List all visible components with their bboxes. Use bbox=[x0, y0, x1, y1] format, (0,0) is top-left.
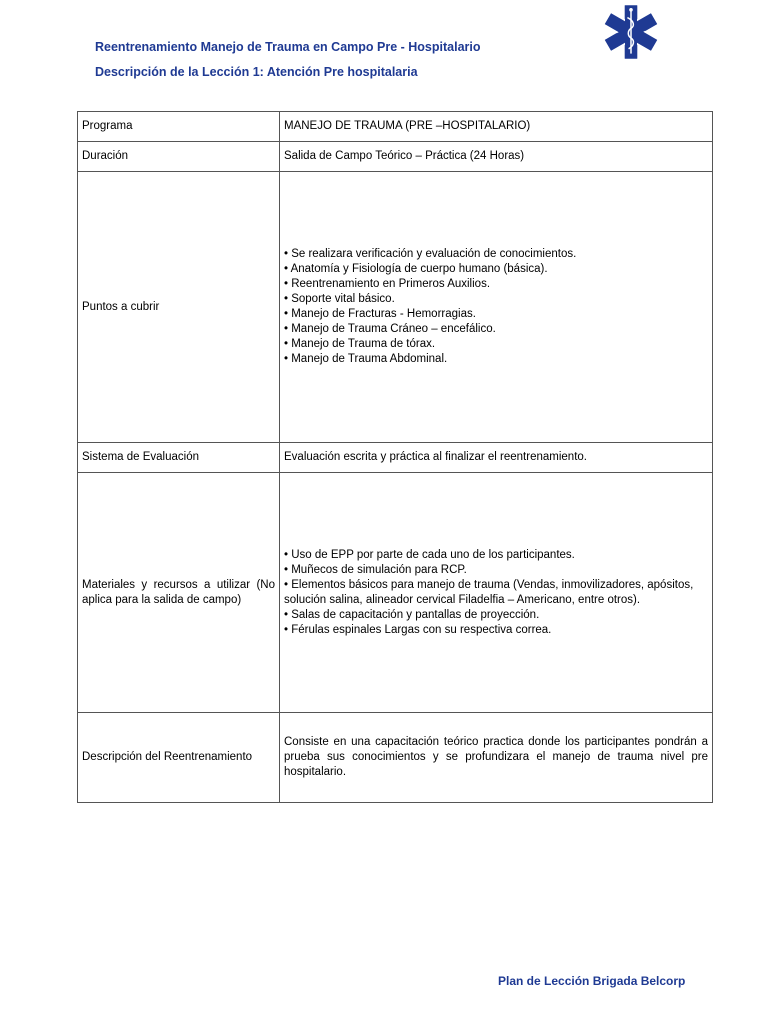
list-item: • Manejo de Fracturas - Hemorragias. bbox=[284, 308, 476, 320]
row-value-descripcion: Consiste en una capacitación teórico practica donde los participantes pondrán a prueba sus conocimientos y se profundizara el manejo de trauma nivel pre hospitalario. bbox=[280, 713, 713, 803]
row-value-programa: MANEJO DE TRAUMA (PRE –HOSPITALARIO) bbox=[280, 112, 713, 142]
row-label-programa: Programa bbox=[78, 112, 280, 142]
list-item: • Soporte vital básico. bbox=[284, 293, 395, 305]
list-item: • Muñecos de simulación para RCP. bbox=[284, 563, 467, 576]
row-value-materiales bbox=[280, 473, 713, 713]
footer-text: Plan de Lección Brigada Belcorp bbox=[498, 974, 686, 988]
list-item: • Uso de EPP por parte de cada uno de los participantes. bbox=[284, 548, 575, 561]
row-label-duracion: Duración bbox=[78, 142, 280, 172]
list-item: • Férulas espinales Largas con su respectiva correa. bbox=[284, 623, 552, 636]
lesson-table bbox=[77, 111, 713, 803]
table-row bbox=[78, 473, 713, 713]
row-label-puntos: Puntos a cubrir bbox=[78, 172, 280, 443]
row-label-evaluacion: Sistema de Evaluación bbox=[78, 443, 280, 473]
document-title: Reentrenamiento Manejo de Trauma en Campo Pre - Hospitalario bbox=[95, 40, 481, 54]
table-row bbox=[78, 112, 713, 142]
row-value-duracion: Salida de Campo Teórico – Práctica (24 Horas) bbox=[280, 142, 713, 172]
table-row bbox=[78, 172, 713, 443]
row-value-evaluacion: Evaluación escrita y práctica al finalizar el reentrenamiento. bbox=[280, 443, 713, 473]
table-row bbox=[78, 142, 713, 172]
list-item: • Manejo de Trauma Abdominal. bbox=[284, 353, 448, 365]
row-label-descripcion: Descripción del Reentrenamiento bbox=[78, 713, 280, 803]
list-item: • Salas de capacitación y pantallas de proyección. bbox=[284, 608, 540, 621]
lesson-subtitle: Descripción de la Lección 1: Atención Pre hospitalaria bbox=[95, 65, 418, 79]
list-item: • Se realizara verificación y evaluación de conocimientos. bbox=[284, 248, 577, 260]
list-item: • Manejo de Trauma Cráneo – encefálico. bbox=[284, 323, 496, 335]
list-item: • Elementos básicos para manejo de trauma (Vendas, inmovilizadores, apósitos, solución salina, alineador cervical Filadelfia – Americano, entre otros). bbox=[284, 578, 694, 606]
table-row bbox=[78, 713, 713, 803]
star-of-life-icon bbox=[600, 2, 662, 62]
row-value-puntos bbox=[280, 172, 713, 443]
table-row bbox=[78, 443, 713, 473]
list-item: • Reentrenamiento en Primeros Auxilios. bbox=[284, 278, 491, 290]
list-item: • Manejo de Trauma de tórax. bbox=[284, 338, 436, 350]
row-label-materiales: Materiales y recursos a utilizar (No aplica para la salida de campo) bbox=[78, 473, 280, 713]
list-item: • Anatomía y Fisiología de cuerpo humano (básica). bbox=[284, 263, 548, 275]
